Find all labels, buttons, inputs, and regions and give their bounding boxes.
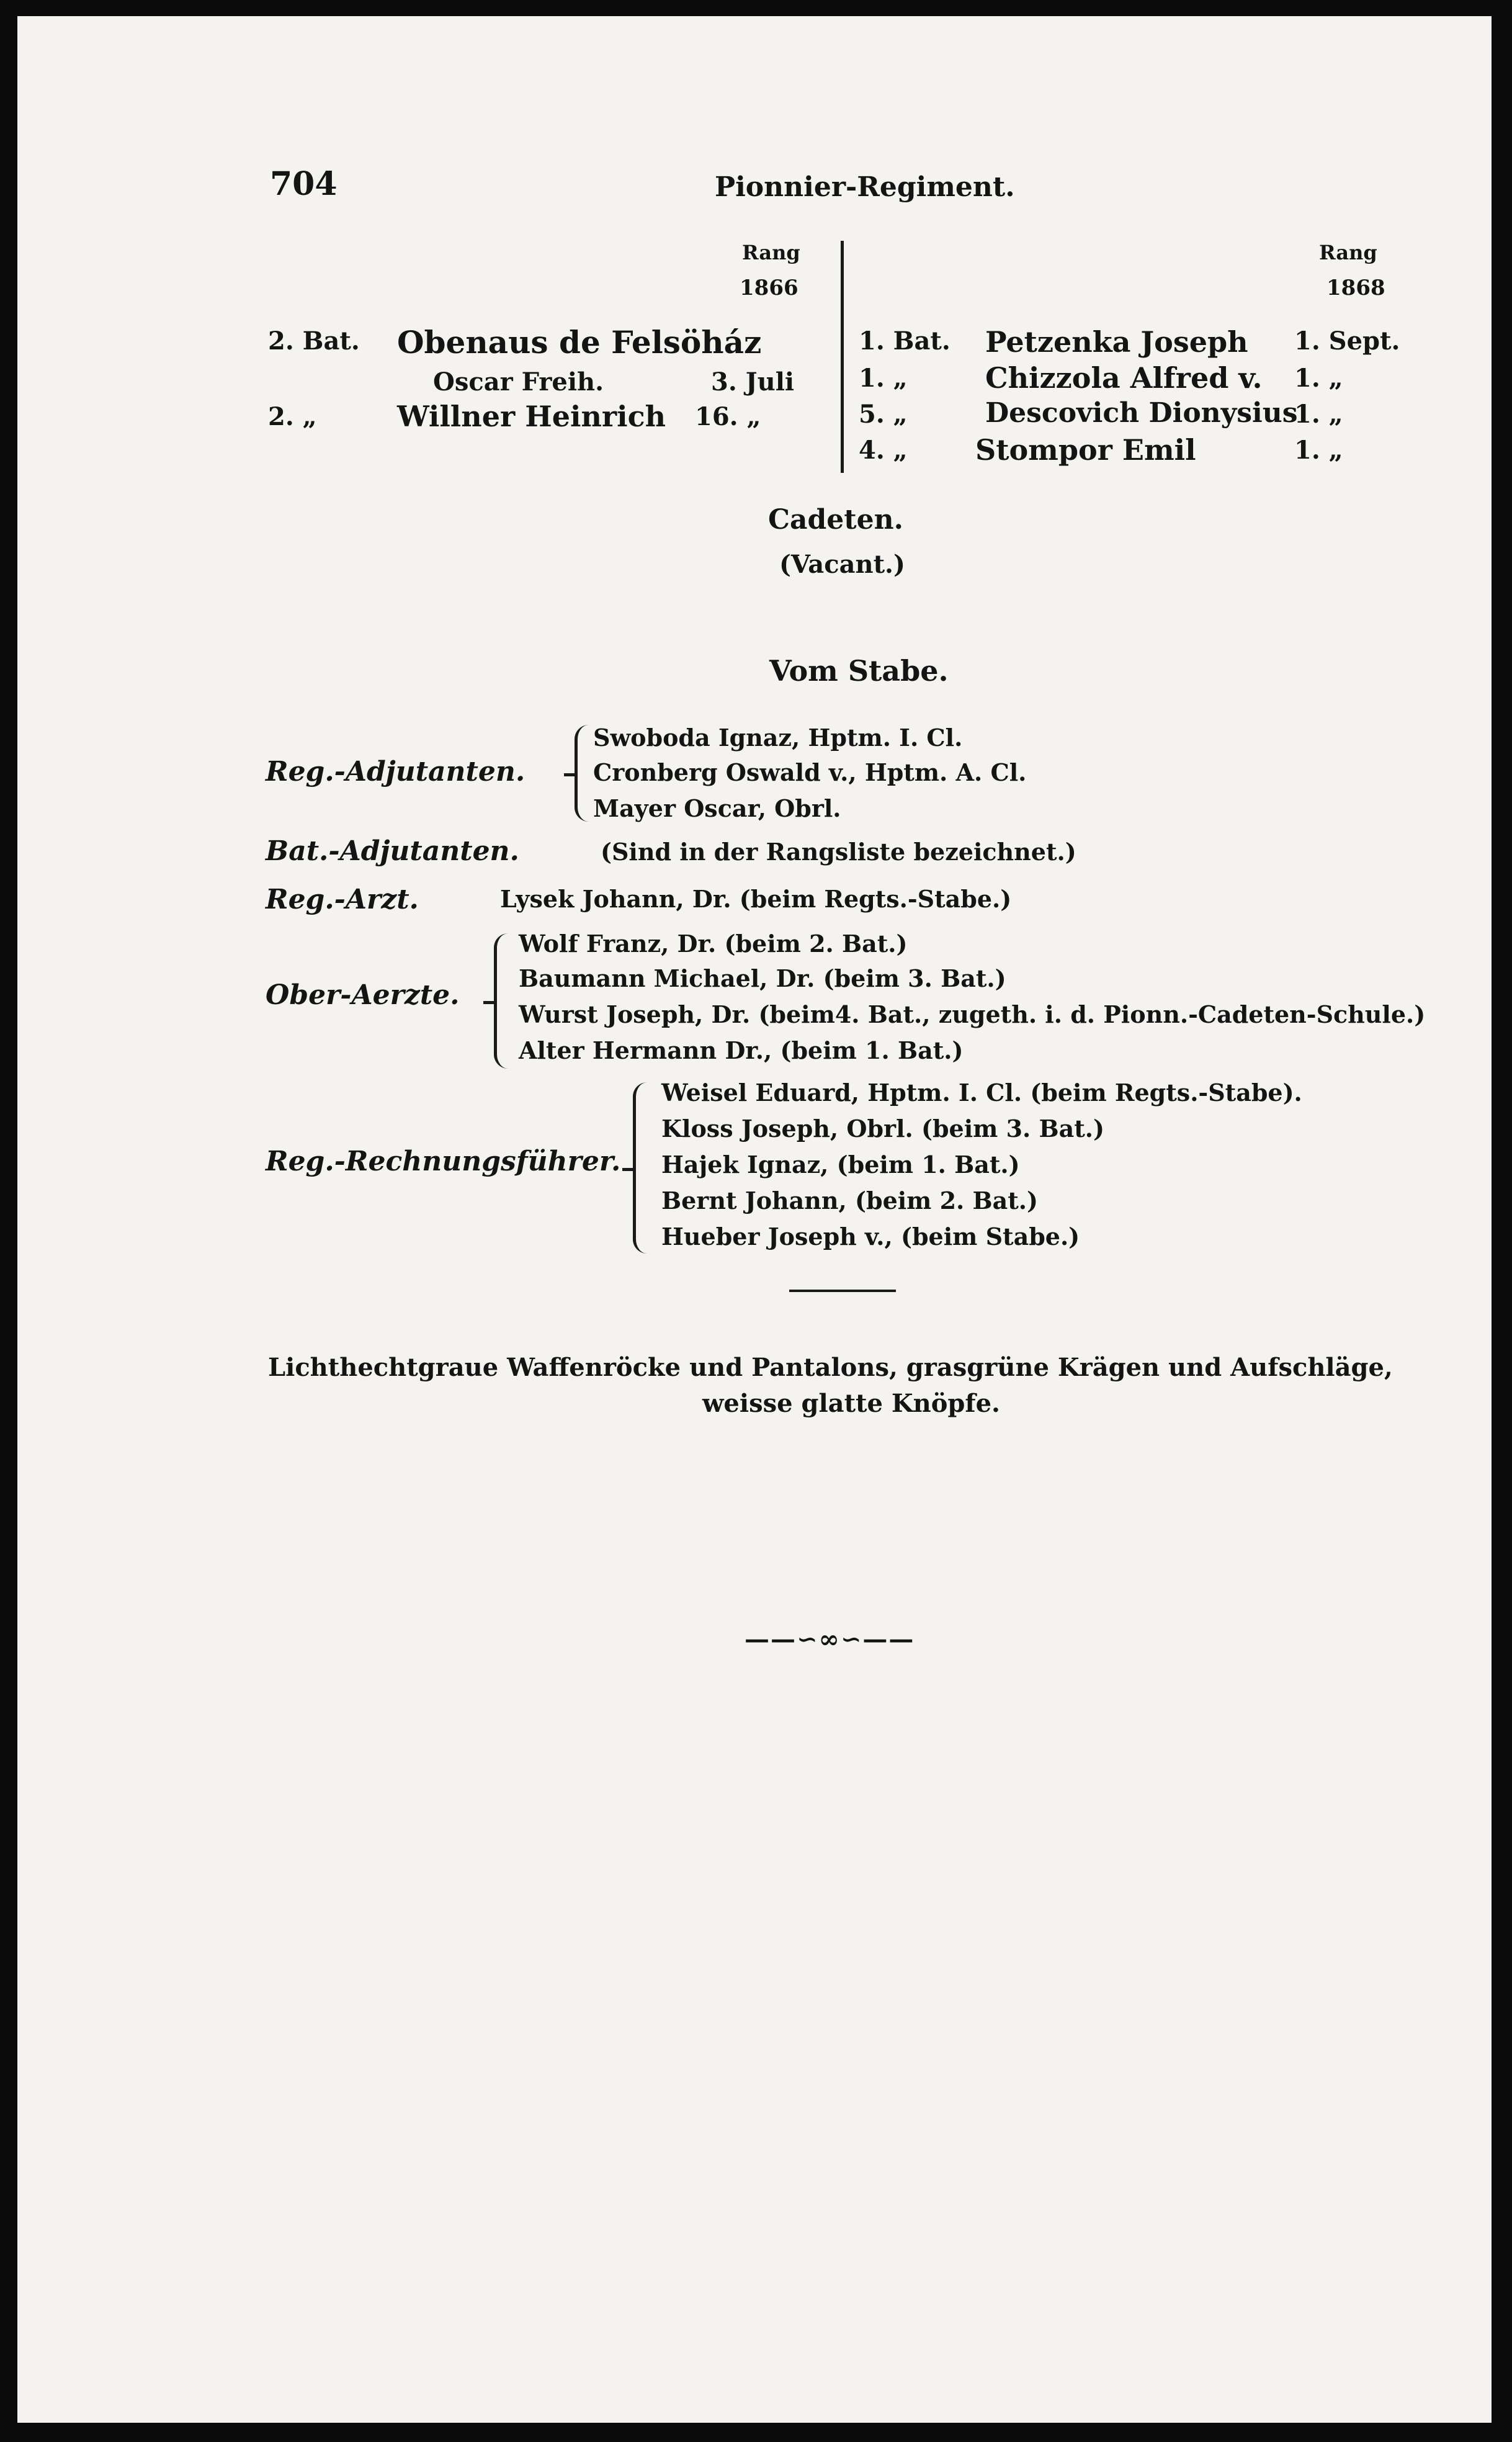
right-row-rank: 1. „ (1294, 364, 1343, 393)
reg-adjutanten-entry: Swoboda Ignaz, Hptm. I. Cl. (593, 724, 963, 752)
bat-adjutanten-text: (Sind in der Rangsliste bezeichnet.) (601, 838, 1076, 866)
left-row-bat: 2. „ (268, 402, 317, 431)
cadeten-note: (Vacant.) (779, 550, 905, 579)
left-row-rank: 3. Juli (711, 367, 795, 397)
right-rang-year: 1868 (1326, 276, 1385, 300)
rechnungsfuehrer-entry: Bernt Johann, (beim 2. Bat.) (661, 1187, 1039, 1214)
cadeten-heading: Cadeten. (768, 504, 903, 536)
page (17, 16, 1492, 2423)
ober-aerzte-brace (494, 933, 508, 1069)
ober-aerzte-entry: Wolf Franz, Dr. (beim 2. Bat.) (519, 930, 908, 958)
rechnungsfuehrer-brace (633, 1082, 647, 1254)
rechnungsfuehrer-entry: Hajek Ignaz, (beim 1. Bat.) (661, 1151, 1020, 1178)
left-row-bat: 2. Bat. (268, 326, 360, 356)
end-ornament: ——∽∞∽—— (745, 1625, 915, 1654)
rechnungsfuehrer-label: Reg.-Rechnungsführer. (266, 1146, 621, 1177)
page-number: 704 (270, 165, 338, 203)
right-row-rank: 1. Sept. (1294, 326, 1400, 356)
right-row-bat: 1. Bat. (859, 326, 951, 356)
left-row-rank: 16. „ (695, 402, 761, 431)
right-row-bat: 4. „ (859, 436, 908, 465)
ober-aerzte-entry: Wurst Joseph, Dr. (beim4. Bat., zugeth. i. d. Pionn.-Cadeten-Schule.) (519, 1000, 1426, 1028)
rechnungsfuehrer-entry: Hueber Joseph v., (beim Stabe.) (661, 1223, 1080, 1250)
stabe-heading: Vom Stabe. (769, 654, 949, 688)
right-row-name: Chizzola Alfred v. (985, 361, 1263, 395)
bat-adjutanten-label: Bat.-Adjutanten. (266, 835, 519, 867)
right-row-name: Descovich Dionysius (985, 397, 1298, 429)
rechnungsfuehrer-entry: Weisel Eduard, Hptm. I. Cl. (beim Regts.-Stabe). (661, 1079, 1302, 1107)
right-row-bat: 5. „ (859, 400, 908, 429)
ober-aerzte-label: Ober-Aerzte. (266, 979, 460, 1011)
ober-aerzte-entry: Alter Hermann Dr., (beim 1. Bat.) (519, 1036, 964, 1064)
reg-adjutanten-entry: Cronberg Oswald v., Hptm. A. Cl. (593, 758, 1027, 786)
separator-rule (789, 1290, 896, 1292)
reg-adjutanten-brace (575, 725, 589, 822)
right-rang-label: Rang (1319, 241, 1377, 264)
left-row-name: Obenaus de Felsöház (397, 324, 762, 361)
rechnungsfuehrer-entry: Kloss Joseph, Obrl. (beim 3. Bat.) (661, 1115, 1104, 1142)
right-row-rank: 1. „ (1294, 400, 1343, 429)
ober-aerzte-entry: Baumann Michael, Dr. (beim 3. Bat.) (519, 964, 1006, 992)
left-row-name: Oscar Freih. (433, 367, 604, 397)
right-row-name: Petzenka Joseph (985, 325, 1248, 359)
left-rang-label: Rang (742, 241, 800, 264)
right-row-bat: 1. „ (859, 364, 908, 393)
column-divider (841, 241, 844, 473)
reg-arzt-text: Lysek Johann, Dr. (beim Regts.-Stabe.) (500, 885, 1012, 913)
left-row-name: Willner Heinrich (397, 400, 666, 433)
reg-arzt-label: Reg.-Arzt. (266, 884, 419, 915)
left-rang-year: 1866 (740, 276, 798, 300)
right-row-name: Stompor Emil (975, 433, 1196, 467)
reg-adjutanten-entry: Mayer Oscar, Obrl. (593, 794, 841, 822)
right-row-rank: 1. „ (1294, 436, 1343, 465)
uniform-line-1: Lichthechtgraue Waffenröcke und Pantalons, grasgrüne Krägen und Aufschläge, (268, 1353, 1393, 1382)
reg-adjutanten-label: Reg.-Adjutanten. (266, 756, 526, 788)
page-title: Pionnier-Regiment. (715, 171, 1015, 203)
uniform-line-2: weisse glatte Knöpfe. (702, 1389, 1000, 1418)
